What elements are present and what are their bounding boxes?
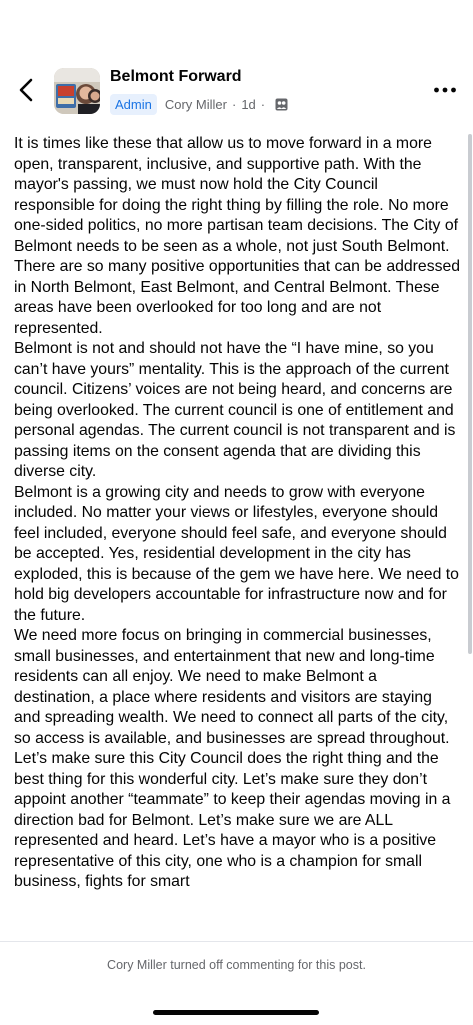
post-paragraph: Belmont is not and should not have the “I have mine, so you can’t have yours” mentality. This is the approach of the current council. Citizens’ voices are not being heard, and concerns are being overlooked. The current council is one of entitlement and personal agendas. The current council is not transparent and is passing items on the consent agenda that are dividing this diverse city. xyxy=(14,340,456,480)
post-paragraph: Belmont is a growing city and needs to grow with everyone included. No matter your views or lifestyles, everyone should feel included, everyone should feel safe, and everyone should be accepted. Yes, residential development in the city has exploded, this is because of the gem we have here. We need to hold big developers accountable for infrastructure now and for the future. xyxy=(14,483,459,624)
author-name[interactable]: Cory Miller xyxy=(164,96,227,112)
chevron-left-icon xyxy=(14,76,40,104)
post-header xyxy=(0,62,473,118)
meta-separator: · xyxy=(231,96,237,112)
group-photo-image xyxy=(54,68,100,114)
post-paragraph: We need more focus on bringing in commercial businesses, small businesses, and entertainment that new and long-time residents can all enjoy. We need to make Belmont a destination, a place where residents and visitors are staying and spreading wealth. We need to connect all parts of the city, so access is available, and businesses are spread throughout. xyxy=(14,627,450,747)
commenting-off-notice: Cory Miller turned off commenting for this post. xyxy=(107,958,366,972)
home-indicator[interactable] xyxy=(153,1010,319,1015)
group-avatar[interactable] xyxy=(54,68,100,114)
scrollbar[interactable] xyxy=(468,134,472,654)
back-button[interactable] xyxy=(14,76,40,104)
admin-badge: Admin xyxy=(110,94,157,115)
post-paragraph: Let’s make sure this City Council does the right thing and the best thing for this wonderful city. Let’s make sure they don’t appoint another “teammate” to keep their agendas moving in a direction bad for Belmont. Let’s make sure we are ALL represented and heard. Let’s have a mayor who is a positive representative of this city, one who is a champion for small business, fights for smart xyxy=(14,750,451,890)
post-meta xyxy=(110,93,288,115)
more-options-button[interactable] xyxy=(433,80,457,100)
group-name[interactable]: Belmont Forward xyxy=(110,68,242,85)
meta-separator: · xyxy=(260,96,266,112)
comments-footer xyxy=(0,941,473,1025)
group-privacy-icon xyxy=(275,98,288,111)
post-body xyxy=(14,134,462,941)
post-time[interactable]: 1d xyxy=(241,96,256,112)
more-horizontal-icon xyxy=(433,80,457,100)
post-paragraph: It is times like these that allow us to move forward in a more open, transparent, inclusive, and supportive path. With the mayor's passing, we must now hold the City Council responsible for doing the right thing by filling the role. No more one-sided politics, no more partisan team decisions. The City of Belmont needs to be seen as a whole, not just South Belmont. There are so many positive opportunities that can be addressed in North Belmont, East Belmont, and Central Belmont. These areas have been overlooked for too long and are not represented. xyxy=(14,135,461,337)
